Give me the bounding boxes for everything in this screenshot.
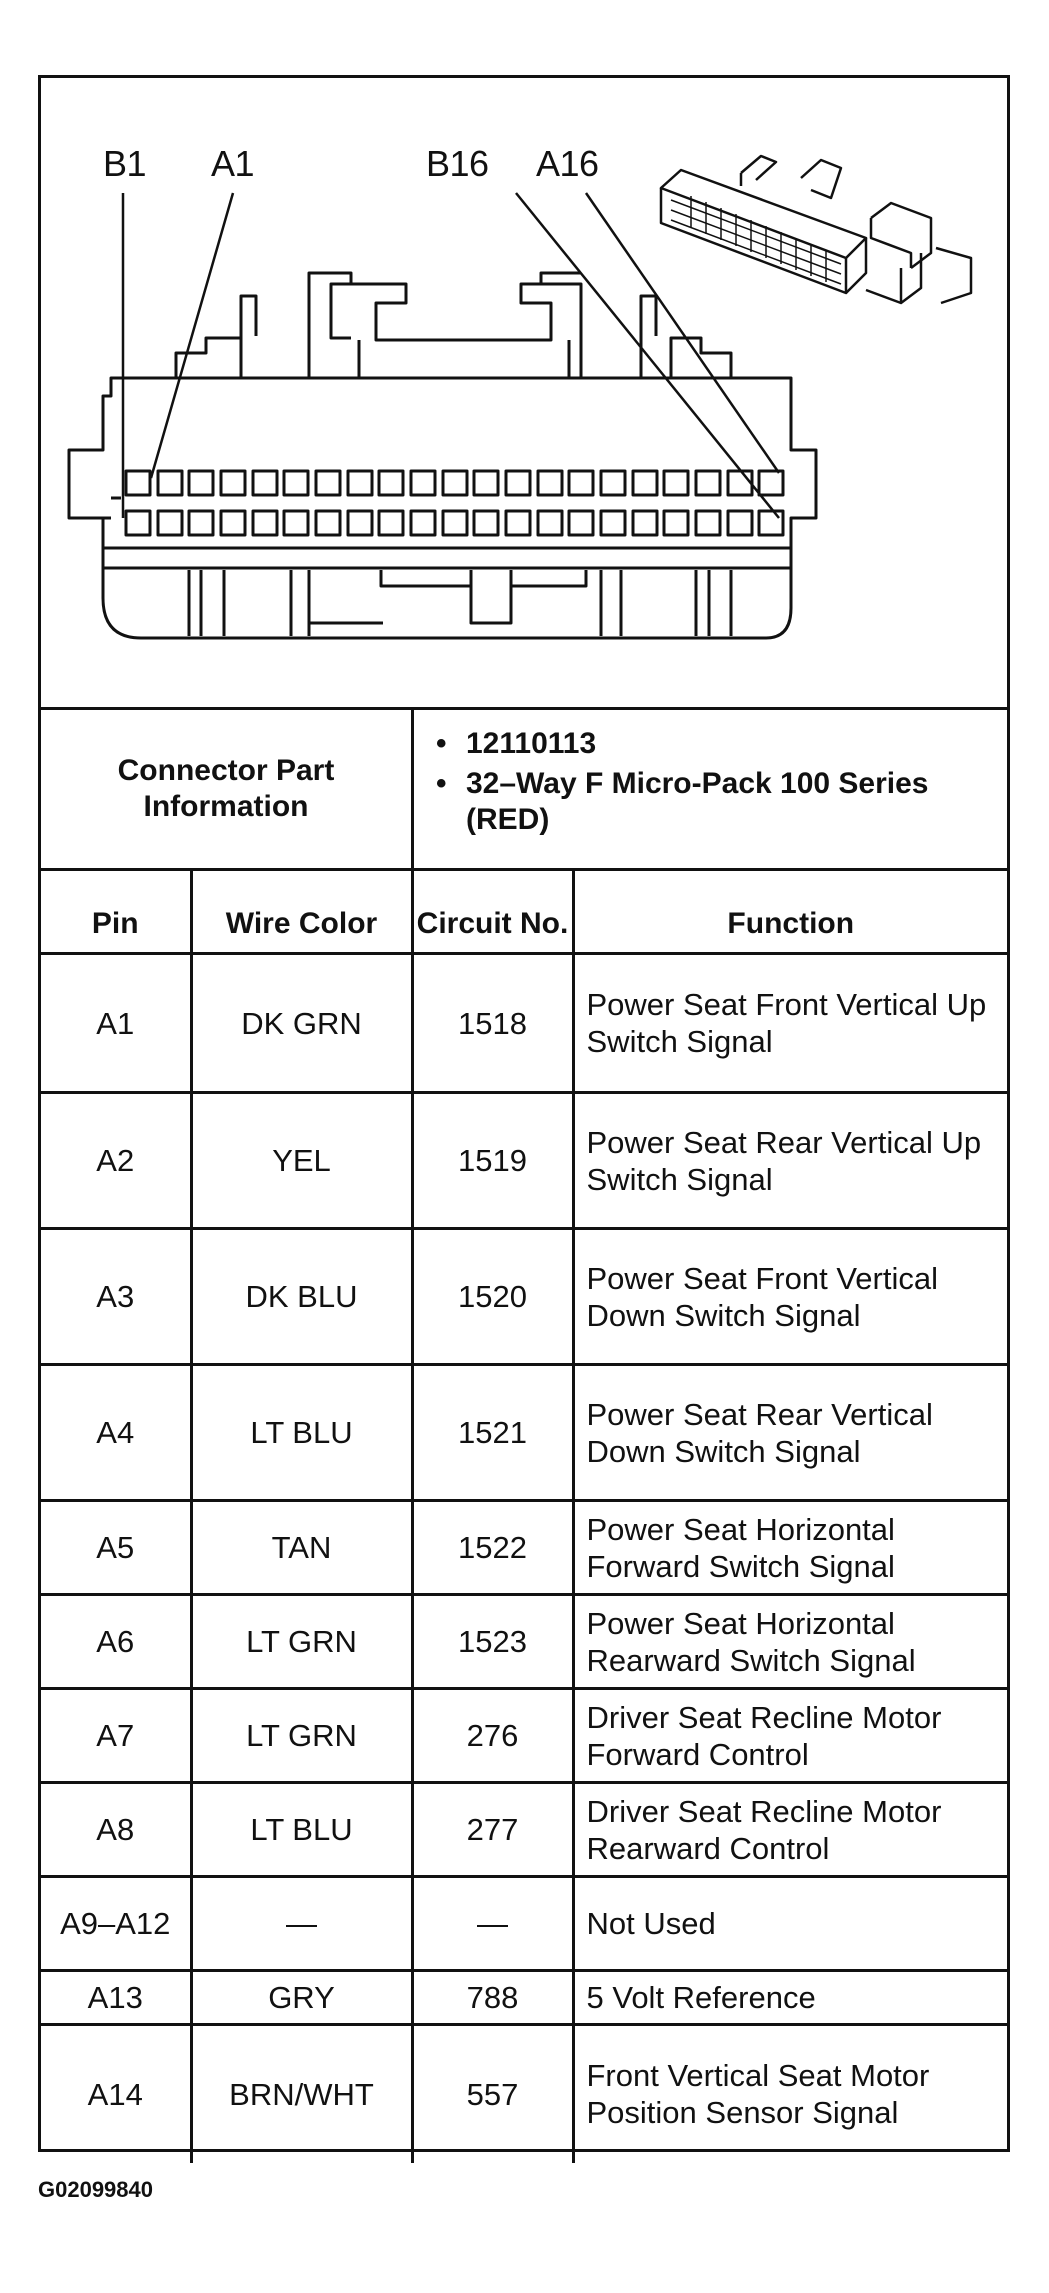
- function-cell: Driver Seat Recline Motor Forward Control: [573, 1689, 1007, 1783]
- table-row: [41, 1093, 1007, 1229]
- connector-face-drawing: [41, 78, 1007, 707]
- header-pin: Pin: [41, 871, 191, 954]
- table-row: [41, 1595, 1007, 1689]
- pin-cell: A9–A12: [41, 1877, 191, 1971]
- circuit-cell: 276: [412, 1689, 573, 1783]
- table-row: [41, 1783, 1007, 1877]
- connector-sheet: [38, 75, 1010, 2152]
- connector-info-title: Connector Part Information: [41, 710, 414, 868]
- pin-cell: A7: [41, 1689, 191, 1783]
- header-wire-color: Wire Color: [191, 871, 412, 954]
- wire-color-cell: YEL: [191, 1093, 412, 1229]
- table-row: [41, 1365, 1007, 1501]
- header-circuit-no: Circuit No.: [412, 871, 573, 954]
- wire-color-cell: —: [191, 1877, 412, 1971]
- circuit-cell: 1519: [412, 1093, 573, 1229]
- circuit-cell: 277: [412, 1783, 573, 1877]
- circuit-cell: 1523: [412, 1595, 573, 1689]
- table-header-row: [41, 871, 1007, 954]
- function-cell: Driver Seat Recline Motor Rearward Control: [573, 1783, 1007, 1877]
- pin-row-a: [126, 471, 783, 495]
- wire-color-cell: TAN: [191, 1501, 412, 1595]
- function-cell: Power Seat Front Vertical Up Switch Signal: [573, 954, 1007, 1093]
- circuit-cell: 1520: [412, 1229, 573, 1365]
- pin-cell: A2: [41, 1093, 191, 1229]
- wire-color-cell: DK BLU: [191, 1229, 412, 1365]
- pin-cell: A13: [41, 1971, 191, 2025]
- function-cell: Power Seat Rear Vertical Down Switch Signal: [573, 1365, 1007, 1501]
- pinout-table: [41, 871, 1007, 2163]
- header-function: Function: [573, 871, 1007, 954]
- wire-color-cell: LT GRN: [191, 1689, 412, 1783]
- pin-cell: A4: [41, 1365, 191, 1501]
- figure-id: G02099840: [38, 2177, 153, 2202]
- circuit-cell: 1518: [412, 954, 573, 1093]
- pin-cell: A1: [41, 954, 191, 1093]
- wire-color-cell: DK GRN: [191, 954, 412, 1093]
- wire-color-cell: GRY: [191, 1971, 412, 2025]
- connector-3d-illustration: [661, 156, 971, 303]
- table-row: [41, 954, 1007, 1093]
- function-cell: Not Used: [573, 1877, 1007, 1971]
- function-cell: 5 Volt Reference: [573, 1971, 1007, 2025]
- circuit-cell: 788: [412, 1971, 573, 2025]
- function-cell: Power Seat Front Vertical Down Switch Signal: [573, 1229, 1007, 1365]
- wire-color-cell: LT BLU: [191, 1365, 412, 1501]
- pin-cell: A8: [41, 1783, 191, 1877]
- table-row: [41, 1877, 1007, 1971]
- table-row: [41, 1971, 1007, 2025]
- pin-cell: A14: [41, 2025, 191, 2163]
- table-row: [41, 1501, 1007, 1595]
- wire-color-cell: BRN/WHT: [191, 2025, 412, 2163]
- table-row: [41, 1229, 1007, 1365]
- label-a16: A16: [536, 143, 599, 184]
- label-a1: A1: [211, 143, 255, 184]
- label-b1: B1: [103, 143, 147, 184]
- function-cell: Power Seat Horizontal Rearward Switch Signal: [573, 1595, 1007, 1689]
- pin-row-b: [126, 511, 783, 535]
- circuit-cell: 557: [412, 2025, 573, 2163]
- wire-color-cell: LT BLU: [191, 1783, 412, 1877]
- connector-part-info: [41, 710, 1007, 871]
- wire-color-cell: LT GRN: [191, 1595, 412, 1689]
- connector-info-list: [414, 710, 1007, 868]
- connector-part-number: • 12110113: [436, 726, 1007, 762]
- connector-diagram: [41, 78, 1007, 710]
- circuit-cell: —: [412, 1877, 573, 1971]
- function-cell: Power Seat Rear Vertical Up Switch Signal: [573, 1093, 1007, 1229]
- label-b16: B16: [426, 143, 489, 184]
- circuit-cell: 1521: [412, 1365, 573, 1501]
- pin-cell: A3: [41, 1229, 191, 1365]
- circuit-cell: 1522: [412, 1501, 573, 1595]
- function-cell: Power Seat Horizontal Forward Switch Signal: [573, 1501, 1007, 1595]
- function-cell: Front Vertical Seat Motor Position Sensor Signal: [573, 2025, 1007, 2163]
- connector-description: • 32–Way F Micro-Pack 100 Series (RED): [436, 766, 1007, 838]
- table-row: [41, 2025, 1007, 2163]
- table-row: [41, 1689, 1007, 1783]
- pin-cell: A5: [41, 1501, 191, 1595]
- pin-cell: A6: [41, 1595, 191, 1689]
